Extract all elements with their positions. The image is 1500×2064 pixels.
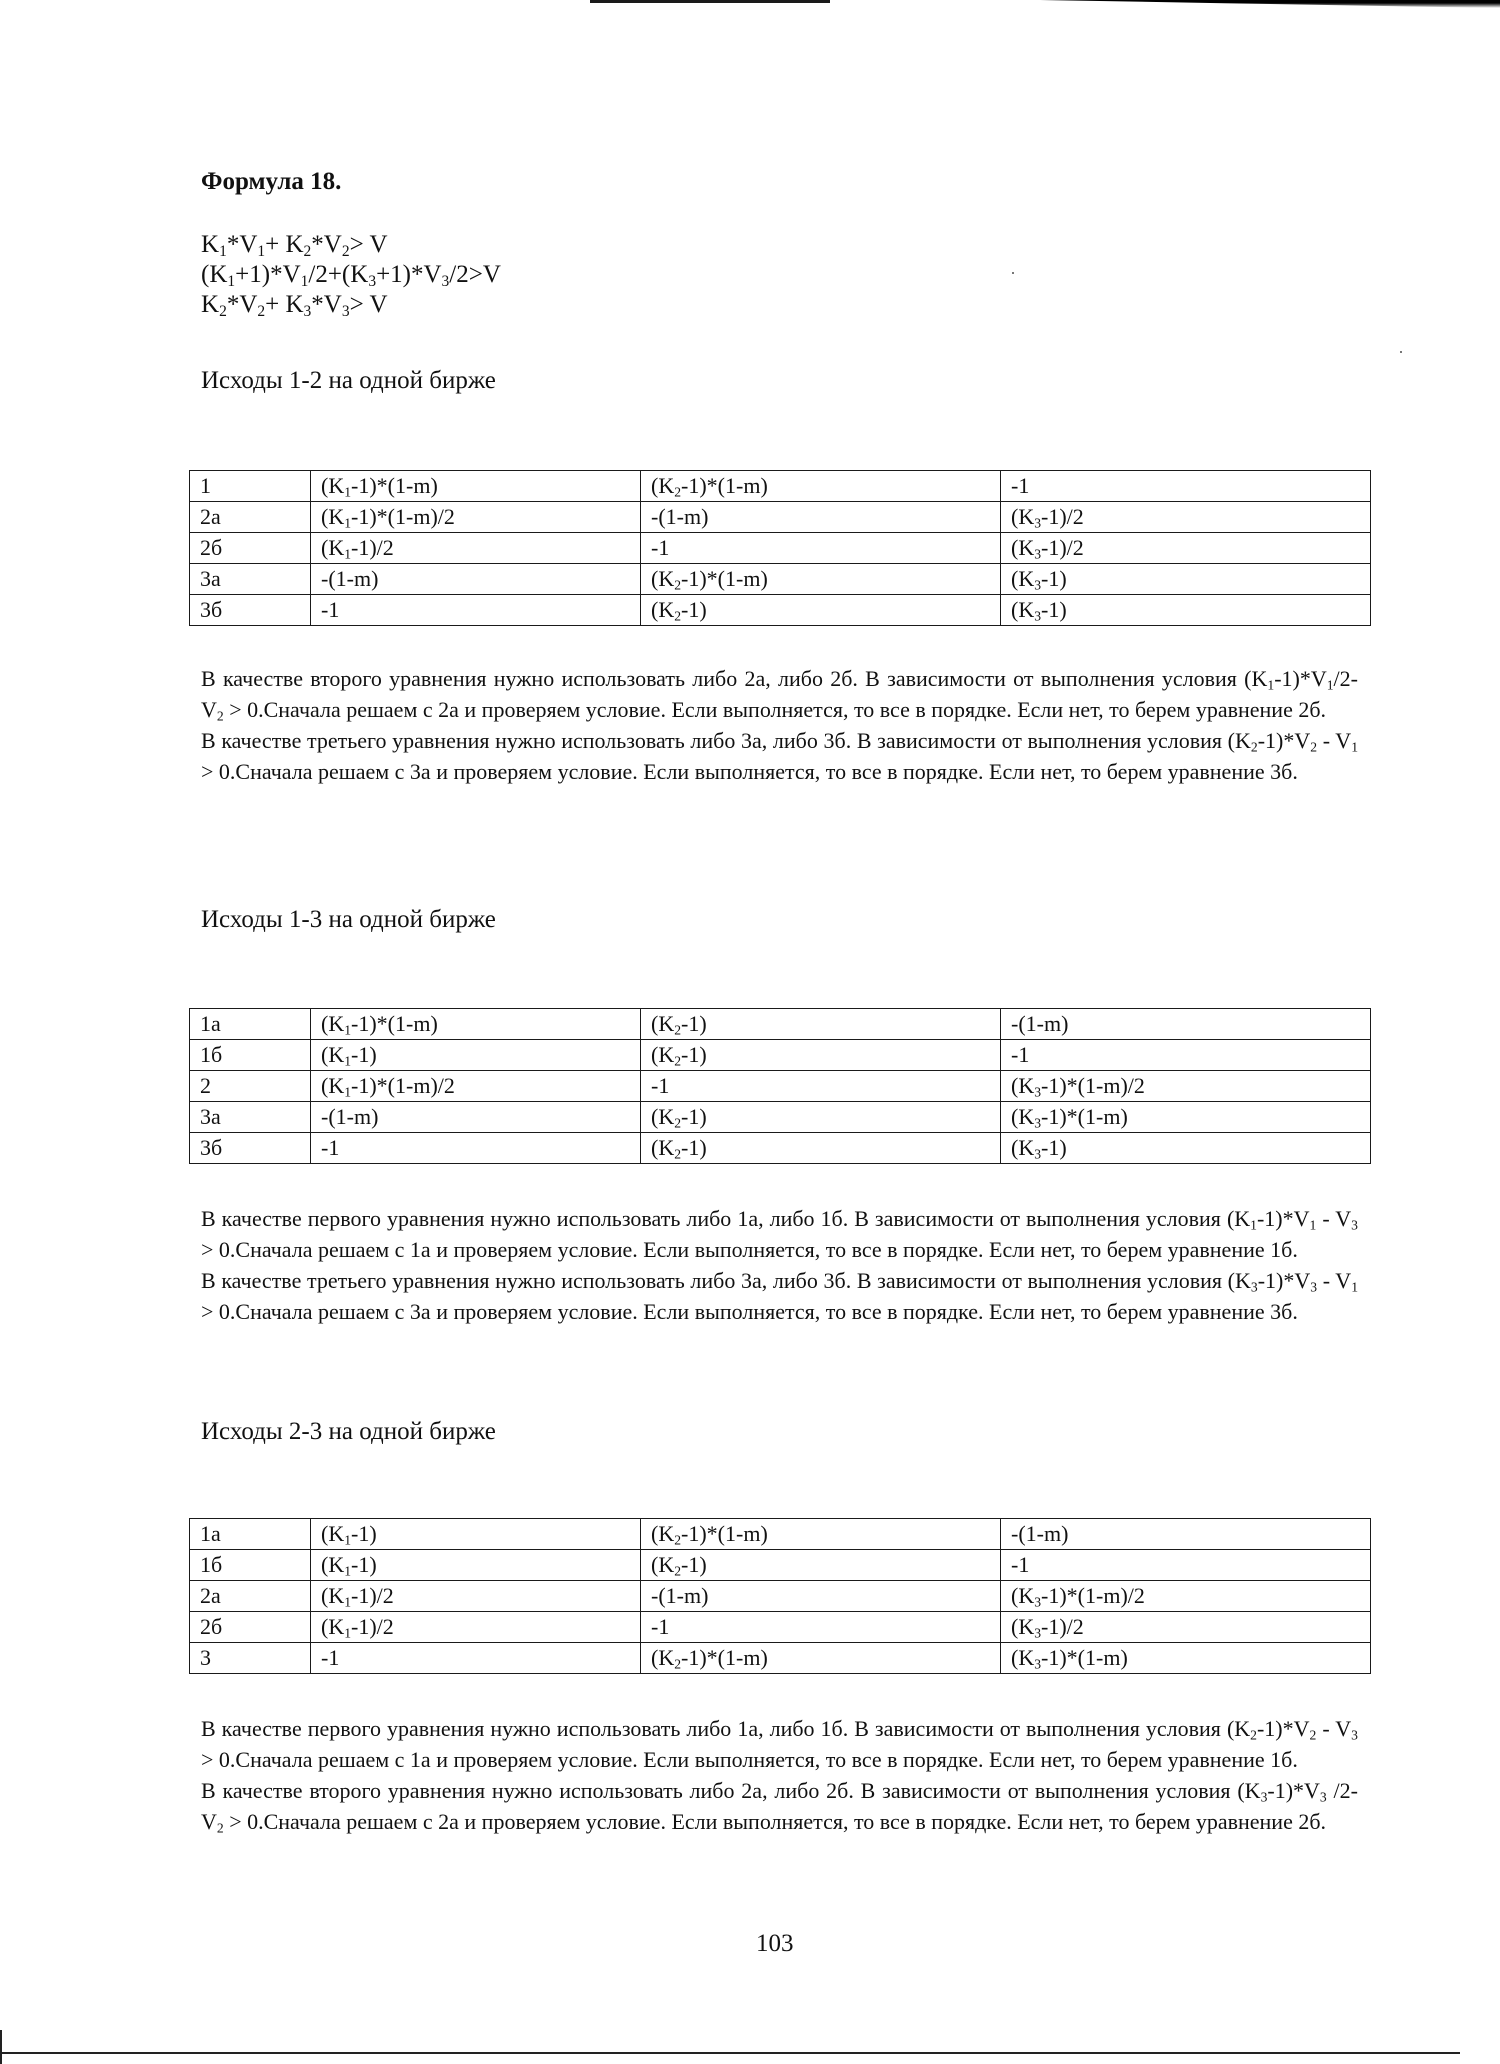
cell-k3: -1 bbox=[1001, 1040, 1371, 1071]
subscript: 3 bbox=[1034, 515, 1042, 531]
formula-line: $K_2*V_2+ K_3*V_3> V$ bbox=[201, 291, 388, 320]
subscript: 1 bbox=[257, 242, 266, 260]
formula-title: Формула 18. bbox=[201, 168, 342, 195]
cell-k3: $(K_3-1)*(1-m)/2$ bbox=[1001, 1071, 1371, 1102]
section-title-outcomes-2-3: Исходы 2-3 на одной бирже bbox=[201, 1418, 496, 1445]
section-title-outcomes-1-3: Исходы 1-3 на одной бирже bbox=[201, 906, 496, 933]
outcomes-table-1-3 bbox=[189, 1008, 1371, 1164]
subscript: 1 bbox=[300, 272, 309, 290]
subscript: 1 bbox=[1351, 739, 1358, 755]
table-row bbox=[190, 471, 1371, 502]
subscript: 2 bbox=[674, 1022, 682, 1038]
subscript: 3 bbox=[1034, 1625, 1042, 1641]
row-label-cell: 1а bbox=[190, 1519, 311, 1550]
subscript: 3 bbox=[1034, 1115, 1042, 1131]
row-label-cell: 1 bbox=[190, 471, 311, 502]
table-row bbox=[190, 1102, 1371, 1133]
row-label-cell: 1б bbox=[190, 1040, 311, 1071]
outcomes-table-1-2 bbox=[189, 470, 1371, 626]
subscript: 2 bbox=[1250, 1727, 1257, 1743]
cell-k3: $(K_3-1)$ bbox=[1001, 595, 1371, 626]
subscript: 2 bbox=[674, 1563, 682, 1579]
table-row bbox=[190, 533, 1371, 564]
subscript: 1 bbox=[1267, 677, 1275, 693]
scan-edge-artifact bbox=[1040, 0, 1500, 8]
subscript: 1 bbox=[344, 1084, 352, 1100]
subscript: 3 bbox=[1250, 1279, 1258, 1295]
row-label-cell: 2а bbox=[190, 1581, 311, 1612]
subscript: 2 bbox=[674, 577, 682, 593]
cell-k2: $(K_2-1)$ bbox=[641, 595, 1001, 626]
row-label-cell: 3а bbox=[190, 564, 311, 595]
explanation-paragraph: В качестве второго уравнения нужно использовать либо 2а, либо 2б. В зависимости от выполнения условия $(K_3-1)*V_3$ /2- $V_2$ > 0.Сначала решаем с 2а и проверяем условие. Если выполняется, то все в порядке. Если нет, то берем уравнение 2б. bbox=[201, 1778, 1358, 1836]
cell-k2: $(K_2-1)*(1-m)$ bbox=[641, 1643, 1001, 1674]
subscript: 1 bbox=[344, 1022, 352, 1038]
row-label-cell: 3а bbox=[190, 1102, 311, 1133]
row-label-cell: 1б bbox=[190, 1550, 311, 1581]
row-label-cell: 2б bbox=[190, 1612, 311, 1643]
subscript: 3 bbox=[1034, 1656, 1042, 1672]
scan-speck bbox=[1012, 272, 1014, 274]
subscript: 3 bbox=[1351, 1217, 1358, 1233]
cell-k3: -(1-m) bbox=[1001, 1009, 1371, 1040]
cell-k3: $(K_3-1)*(1-m)$ bbox=[1001, 1102, 1371, 1133]
subscript: 2 bbox=[1309, 1727, 1317, 1743]
subscript: 2 bbox=[674, 1053, 682, 1069]
scan-edge-artifact bbox=[590, 0, 830, 3]
cell-k2: $(K_2-1)*(1-m)$ bbox=[641, 1519, 1001, 1550]
subscript: 3 bbox=[1034, 1146, 1042, 1162]
cell-k1: $(K_1-1)$ bbox=[311, 1519, 641, 1550]
cell-k1: -(1-m) bbox=[311, 564, 641, 595]
cell-k3: $(K_3-1)/2$ bbox=[1001, 502, 1371, 533]
subscript: 2 bbox=[674, 484, 682, 500]
subscript: 2 bbox=[257, 302, 266, 320]
row-label-cell: 3б bbox=[190, 595, 311, 626]
table-row bbox=[190, 1040, 1371, 1071]
row-label-cell: 3 bbox=[190, 1643, 311, 1674]
subscript: 3 bbox=[1319, 1789, 1327, 1805]
table-row bbox=[190, 1133, 1371, 1164]
cell-k3: $(K_3-1)$ bbox=[1001, 1133, 1371, 1164]
table-row bbox=[190, 1581, 1371, 1612]
explanation-paragraph: В качестве третьего уравнения нужно использовать либо 3а, либо 3б. В зависимости от выполнения условия $(K_3-1)*V_3 - V_1$ > 0.Сначала решаем с 3а и проверяем условие. Если выполняется, то все в порядке. Если нет, то берем уравнение 3б. bbox=[201, 1268, 1358, 1324]
explanation-block-2-3 bbox=[201, 1713, 1358, 1837]
subscript: 2 bbox=[1310, 739, 1318, 755]
subscript: 1 bbox=[344, 1532, 352, 1548]
cell-k1: $(K_1-1)$ bbox=[311, 1040, 641, 1071]
subscript: 3 bbox=[1310, 1279, 1318, 1295]
cell-k3: -1 bbox=[1001, 471, 1371, 502]
subscript: 1 bbox=[344, 1053, 352, 1069]
table-row bbox=[190, 502, 1371, 533]
cell-k2: -1 bbox=[641, 533, 1001, 564]
subscript: 2 bbox=[341, 242, 350, 260]
cell-k3: $(K_3-1)*(1-m)$ bbox=[1001, 1643, 1371, 1674]
explanation-block-1-3 bbox=[201, 1203, 1358, 1327]
subscript: 2 bbox=[1250, 739, 1258, 755]
cell-k2: -1 bbox=[641, 1071, 1001, 1102]
subscript: 1 bbox=[219, 242, 227, 260]
explanation-paragraph: В качестве второго уравнения нужно использовать либо 2а, либо 2б. В зависимости от выполнения условия $(K_1-1)*V_1/2-$ $V_2$ > 0.Сначала решаем с 2а и проверяем условие. Если выполняется, то все в порядке. Если нет, то берем уравнение 2б. bbox=[201, 666, 1358, 724]
subscript: 3 bbox=[1034, 608, 1042, 624]
page-number: 103 bbox=[756, 1930, 794, 1957]
cell-k3: -(1-m) bbox=[1001, 1519, 1371, 1550]
table-row bbox=[190, 1643, 1371, 1674]
subscript: 1 bbox=[227, 272, 236, 290]
subscript: 1 bbox=[1250, 1217, 1257, 1233]
row-label-cell: 2а bbox=[190, 502, 311, 533]
subscript: 1 bbox=[344, 1594, 352, 1610]
table-row bbox=[190, 1612, 1371, 1643]
table-row bbox=[190, 1519, 1371, 1550]
subscript: 3 bbox=[341, 302, 350, 320]
cell-k1: -1 bbox=[311, 1133, 641, 1164]
table-row bbox=[190, 1009, 1371, 1040]
cell-k2: -(1-m) bbox=[641, 1581, 1001, 1612]
subscript: 3 bbox=[1034, 577, 1042, 593]
cell-k1: -1 bbox=[311, 595, 641, 626]
subscript: 1 bbox=[344, 1625, 352, 1641]
cell-k1: -1 bbox=[311, 1643, 641, 1674]
cell-k2: $(K_2-1)$ bbox=[641, 1040, 1001, 1071]
cell-k3: $(K_3-1)$ bbox=[1001, 564, 1371, 595]
cell-k1: -(1-m) bbox=[311, 1102, 641, 1133]
subscript: 3 bbox=[368, 272, 377, 290]
row-label-cell: 3б bbox=[190, 1133, 311, 1164]
cell-k3: $(K_3-1)*(1-m)/2$ bbox=[1001, 1581, 1371, 1612]
cell-k3: $(K_3-1)/2$ bbox=[1001, 533, 1371, 564]
explanation-block-1-2 bbox=[201, 663, 1358, 787]
subscript: 1 bbox=[344, 484, 352, 500]
subscript: 1 bbox=[344, 515, 352, 531]
row-label-cell: 2 bbox=[190, 1071, 311, 1102]
cell-k1: $(K_1-1)*(1-m)/2$ bbox=[311, 1071, 641, 1102]
scan-speck bbox=[1400, 351, 1402, 353]
cell-k2: $(K_2-1)$ bbox=[641, 1102, 1001, 1133]
subscript: 2 bbox=[674, 608, 682, 624]
subscript: 3 bbox=[1034, 1084, 1042, 1100]
subscript: 2 bbox=[674, 1115, 682, 1131]
subscript: 1 bbox=[344, 546, 352, 562]
subscript: 2 bbox=[216, 708, 224, 724]
subscript: 3 bbox=[1034, 546, 1042, 562]
subscript: 3 bbox=[1351, 1727, 1358, 1743]
cell-k2: -(1-m) bbox=[641, 502, 1001, 533]
cell-k2: $(K_2-1)$ bbox=[641, 1133, 1001, 1164]
cell-k2: $(K_2-1)$ bbox=[641, 1009, 1001, 1040]
cell-k1: $(K_1-1)*(1-m)$ bbox=[311, 471, 641, 502]
subscript: 2 bbox=[303, 242, 312, 260]
formula-block bbox=[201, 230, 501, 320]
subscript: 1 bbox=[1309, 1217, 1317, 1233]
subscript: 2 bbox=[219, 302, 227, 320]
cell-k1: $(K_1-1)/2$ bbox=[311, 1581, 641, 1612]
cell-k1: $(K_1-1)/2$ bbox=[311, 1612, 641, 1643]
cell-k1: $(K_1-1)$ bbox=[311, 1550, 641, 1581]
cell-k2: -1 bbox=[641, 1612, 1001, 1643]
subscript: 3 bbox=[1034, 1594, 1042, 1610]
cell-k2: $(K_2-1)$ bbox=[641, 1550, 1001, 1581]
explanation-paragraph: В качестве первого уравнения нужно использовать либо 1а, либо 1б. В зависимости от выполнения условия $(K_1-1)*V_1 - V_3$ > 0.Сначала решаем с 1а и проверяем условие. Если выполняется, то все в порядке. Если нет, то берем уравнение 1б. bbox=[201, 1206, 1358, 1262]
cell-k1: $(K_1-1)*(1-m)$ bbox=[311, 1009, 641, 1040]
explanation-paragraph: В качестве третьего уравнения нужно использовать либо 3а, либо 3б. В зависимости от выполнения условия $(K_2-1)*V_2 - V_1$ > 0.Сначала решаем с 3а и проверяем условие. Если выполняется, то все в порядке. Если нет, то берем уравнение 3б. bbox=[201, 728, 1358, 784]
table-row bbox=[190, 1071, 1371, 1102]
subscript: 2 bbox=[674, 1656, 682, 1672]
cell-k1: $(K_1-1)/2$ bbox=[311, 533, 641, 564]
subscript: 1 bbox=[344, 1563, 352, 1579]
scan-edge-artifact bbox=[0, 2052, 1460, 2054]
cell-k3: $(K_3-1)/2$ bbox=[1001, 1612, 1371, 1643]
row-label-cell: 2б bbox=[190, 533, 311, 564]
subscript: 1 bbox=[1351, 1279, 1358, 1295]
subscript: 3 bbox=[441, 272, 450, 290]
table-row bbox=[190, 1550, 1371, 1581]
subscript: 1 bbox=[1326, 677, 1334, 693]
subscript: 2 bbox=[674, 1532, 682, 1548]
subscript: 3 bbox=[303, 302, 312, 320]
section-title-outcomes-1-2: Исходы 1-2 на одной бирже bbox=[201, 367, 496, 394]
subscript: 2 bbox=[674, 1146, 682, 1162]
formula-line: $K_1*V_1+ K_2*V_2> V$ bbox=[201, 231, 388, 260]
explanation-paragraph: В качестве первого уравнения нужно использовать либо 1а, либо 1б. В зависимости от выполнения условия $(K_2-1)*V_2 - V_3$ > 0.Сначала решаем с 1а и проверяем условие. Если выполняется, то все в порядке. Если нет, то берем уравнение 1б. bbox=[201, 1716, 1358, 1772]
scan-edge-artifact bbox=[0, 2030, 2, 2064]
cell-k1: $(K_1-1)*(1-m)/2$ bbox=[311, 502, 641, 533]
row-label-cell: 1а bbox=[190, 1009, 311, 1040]
cell-k3: -1 bbox=[1001, 1550, 1371, 1581]
subscript: 3 bbox=[1260, 1789, 1268, 1805]
table-row bbox=[190, 564, 1371, 595]
table-row bbox=[190, 595, 1371, 626]
cell-k2: $(K_2-1)*(1-m)$ bbox=[641, 564, 1001, 595]
cell-k2: $(K_2-1)*(1-m)$ bbox=[641, 471, 1001, 502]
outcomes-table-2-3 bbox=[189, 1518, 1371, 1674]
subscript: 2 bbox=[216, 1820, 224, 1836]
formula-line: $(K_1+1)*V_1/2+(K_3+1)*V_3/2>V$ bbox=[201, 261, 501, 290]
